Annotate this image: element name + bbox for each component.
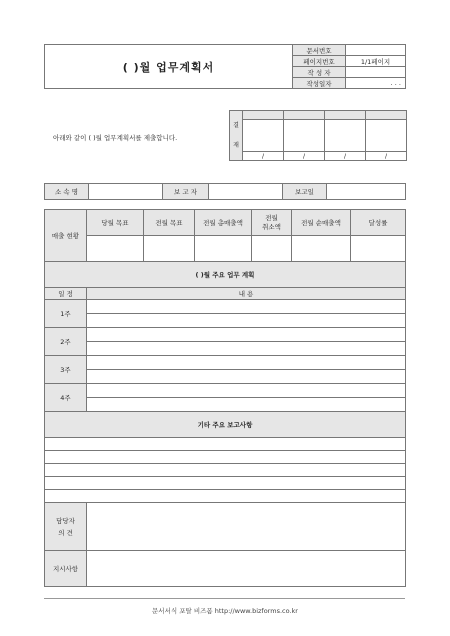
sales-header-achievement: 달성률 (351, 210, 406, 236)
approver-sign-4[interactable] (366, 120, 407, 152)
footer-divider (44, 598, 405, 599)
other-line-3[interactable] (45, 464, 406, 477)
approval-label (230, 111, 243, 161)
written-date-value[interactable]: . . . (346, 78, 406, 89)
plan-col-date: 일 정 (45, 288, 87, 300)
other-line-1[interactable] (45, 438, 406, 451)
sales-value-prev-target[interactable] (144, 236, 195, 262)
plan-week-1-line-1[interactable] (87, 300, 406, 314)
reporter-value[interactable] (209, 184, 283, 200)
sales-value-prev-total[interactable] (195, 236, 252, 262)
approver-date-3[interactable]: / (325, 152, 366, 161)
approval-label-top: 결 (233, 121, 239, 129)
written-date-label: 작성일자 (293, 78, 346, 89)
info-table (44, 183, 406, 200)
approver-title-2[interactable] (284, 111, 325, 120)
plan-week-4-line-2[interactable] (87, 398, 406, 412)
page-number-label: 페이지번호 (293, 56, 346, 67)
main-table (44, 209, 406, 587)
department-value[interactable] (89, 184, 163, 200)
approver-date-2[interactable]: / (284, 152, 325, 161)
department-label: 소 속 명 (45, 184, 89, 200)
opinion-label (45, 503, 87, 551)
plan-col-content: 내 용 (87, 288, 406, 300)
approver-sign-3[interactable] (325, 120, 366, 152)
document-header (44, 44, 406, 89)
author-label: 작 성 자 (293, 67, 346, 78)
instruction-value[interactable] (87, 551, 406, 587)
sales-value-month-target[interactable] (87, 236, 144, 262)
approval-table (229, 110, 407, 161)
other-line-5[interactable] (45, 490, 406, 503)
doc-number-label: 문서번호 (293, 45, 346, 56)
plan-week-1-line-2[interactable] (87, 314, 406, 328)
footer-text: 문서서식 포탈 비즈폼 http://www.bizforms.co.kr (152, 607, 298, 615)
report-date-label: 보고일 (283, 184, 327, 200)
opinion-label-line-2: 의 견 (58, 528, 73, 537)
page-number-value[interactable]: 1/1페이지 (346, 56, 406, 67)
plan-week-3-line-1[interactable] (87, 356, 406, 370)
plan-week-3-label: 3주 (45, 356, 87, 384)
sales-value-achievement[interactable] (351, 236, 406, 262)
approver-sign-2[interactable] (284, 120, 325, 152)
doc-number-value[interactable] (346, 45, 406, 56)
approver-title-3[interactable] (325, 111, 366, 120)
other-line-4[interactable] (45, 477, 406, 490)
sales-header-prev-total: 전월 총매출액 (195, 210, 252, 236)
plan-week-2-line-2[interactable] (87, 342, 406, 356)
document-title: ( )월 업무계획서 (45, 45, 293, 89)
plan-week-4-line-1[interactable] (87, 384, 406, 398)
plan-week-2-line-1[interactable] (87, 328, 406, 342)
report-date-value[interactable] (327, 184, 406, 200)
intro-text: 아래와 같이 ( )월 업무계획서를 제출합니다. (53, 134, 178, 142)
approver-date-1[interactable]: / (243, 152, 284, 161)
sales-value-prev-net[interactable] (292, 236, 351, 262)
sales-header-prev-target: 전월 목표 (144, 210, 195, 236)
opinion-value[interactable] (87, 503, 406, 551)
sales-header-month-target: 당월 목표 (87, 210, 144, 236)
opinion-label-line-1: 담당자 (56, 516, 75, 525)
approver-sign-1[interactable] (243, 120, 284, 152)
other-section-title: 기타 주요 보고사항 (45, 412, 406, 438)
plan-week-2-label: 2주 (45, 328, 87, 356)
sales-header-prev-net: 전월 순매출액 (292, 210, 351, 236)
reporter-label: 보 고 자 (163, 184, 209, 200)
sales-header-prev-cancel: 전월 취소액 (252, 210, 292, 236)
plan-week-4-label: 4주 (45, 384, 87, 412)
approval-label-bottom: 재 (233, 141, 239, 149)
instruction-label: 지시사항 (45, 551, 87, 587)
approver-date-4[interactable]: / (366, 152, 407, 161)
plan-week-1-label: 1주 (45, 300, 87, 328)
plan-section-title: ( )월 주요 업무 계획 (45, 262, 406, 288)
other-line-2[interactable] (45, 451, 406, 464)
sales-row-label: 매출 현황 (45, 210, 87, 262)
plan-week-3-line-2[interactable] (87, 370, 406, 384)
approver-title-4[interactable] (366, 111, 407, 120)
sales-value-prev-cancel[interactable] (252, 236, 292, 262)
approver-title-1[interactable] (243, 111, 284, 120)
author-value[interactable] (346, 67, 406, 78)
